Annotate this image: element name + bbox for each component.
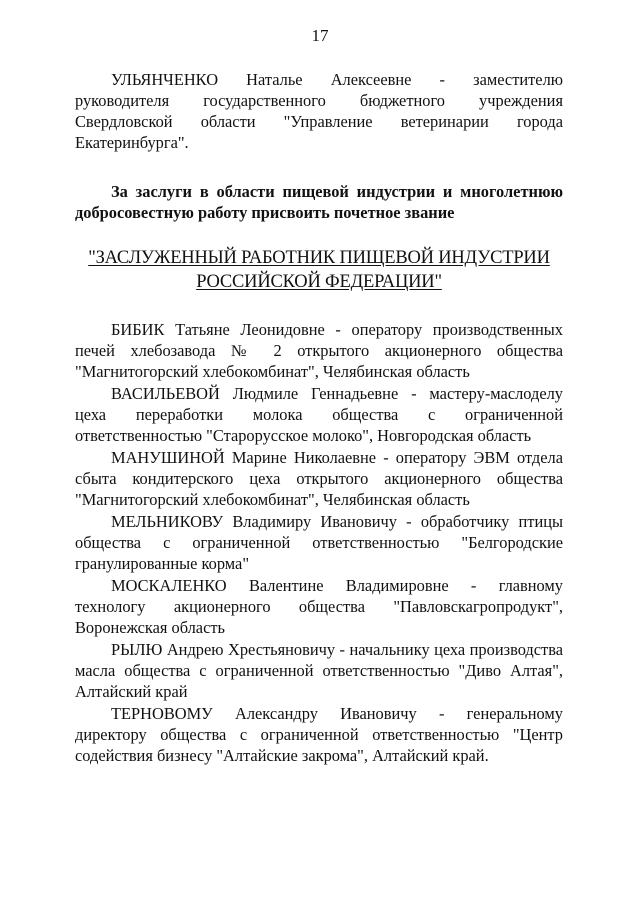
awardee-paragraph: МЕЛЬНИКОВУ Владимиру Ивановичу - обработчику птицы общества с ограниченной ответственностью "Белгородские гранулированные корма" <box>75 512 563 573</box>
awardee-paragraph: ВАСИЛЬЕВОЙ Людмиле Геннадьевне - мастеру-маслоделу цеха переработки молока общества с ограниченной ответственностью "Старорусское молоко", Новгородская область <box>75 384 563 445</box>
decree-paragraph: За заслуги в области пищевой индустрии и многолетнюю добросовестную работу присвоить почетное звание <box>75 182 563 222</box>
awardee-paragraph: БИБИК Татьяне Леонидовне - оператору производственных печей хлебозавода № 2 открытого акционерного общества "Магнитогорский хлебокомбинат", Челябинская область <box>75 320 563 381</box>
honorary-title-line-1: "ЗАСЛУЖЕННЫЙ РАБОТНИК ПИЩЕВОЙ ИНДУСТРИИ <box>88 248 550 268</box>
honorary-title-line-2: РОССИЙСКОЙ ФЕДЕРАЦИИ" <box>196 272 442 292</box>
awardee-paragraph: МАНУШИНОЙ Марине Николаевне - оператору ЭВМ отдела сбыта кондитерского цеха открытого акционерного общества "Магнитогорский хлебокомбинат", Челябинская область <box>75 448 563 509</box>
page-number: 17 <box>311 26 329 45</box>
awardee-paragraph: МОСКАЛЕНКО Валентине Владимировне - главному технологу акционерного общества "Павловскагропродукт", Воронежская область <box>75 576 563 637</box>
awardee-list <box>75 319 563 766</box>
honorary-title <box>75 246 563 294</box>
document-body <box>75 69 563 767</box>
awardee-paragraph: РЫЛЮ Андрею Хрестьяновичу - начальнику цеха производства масла общества с ограниченной ответственностью "Диво Алтая", Алтайский край <box>75 640 563 701</box>
awardee-paragraph: ТЕРНОВОМУ Александру Ивановичу - генеральному директору общества с ограниченной ответственностью "Центр содействия бизнесу "Алтайские закрома", Алтайский край. <box>75 704 563 765</box>
intro-paragraph: УЛЬЯНЧЕНКО Наталье Алексеевне - заместителю руководителя государственного бюджетного учреждения Свердловской области "Управление ветеринарии города Екатеринбурга". <box>75 70 563 152</box>
